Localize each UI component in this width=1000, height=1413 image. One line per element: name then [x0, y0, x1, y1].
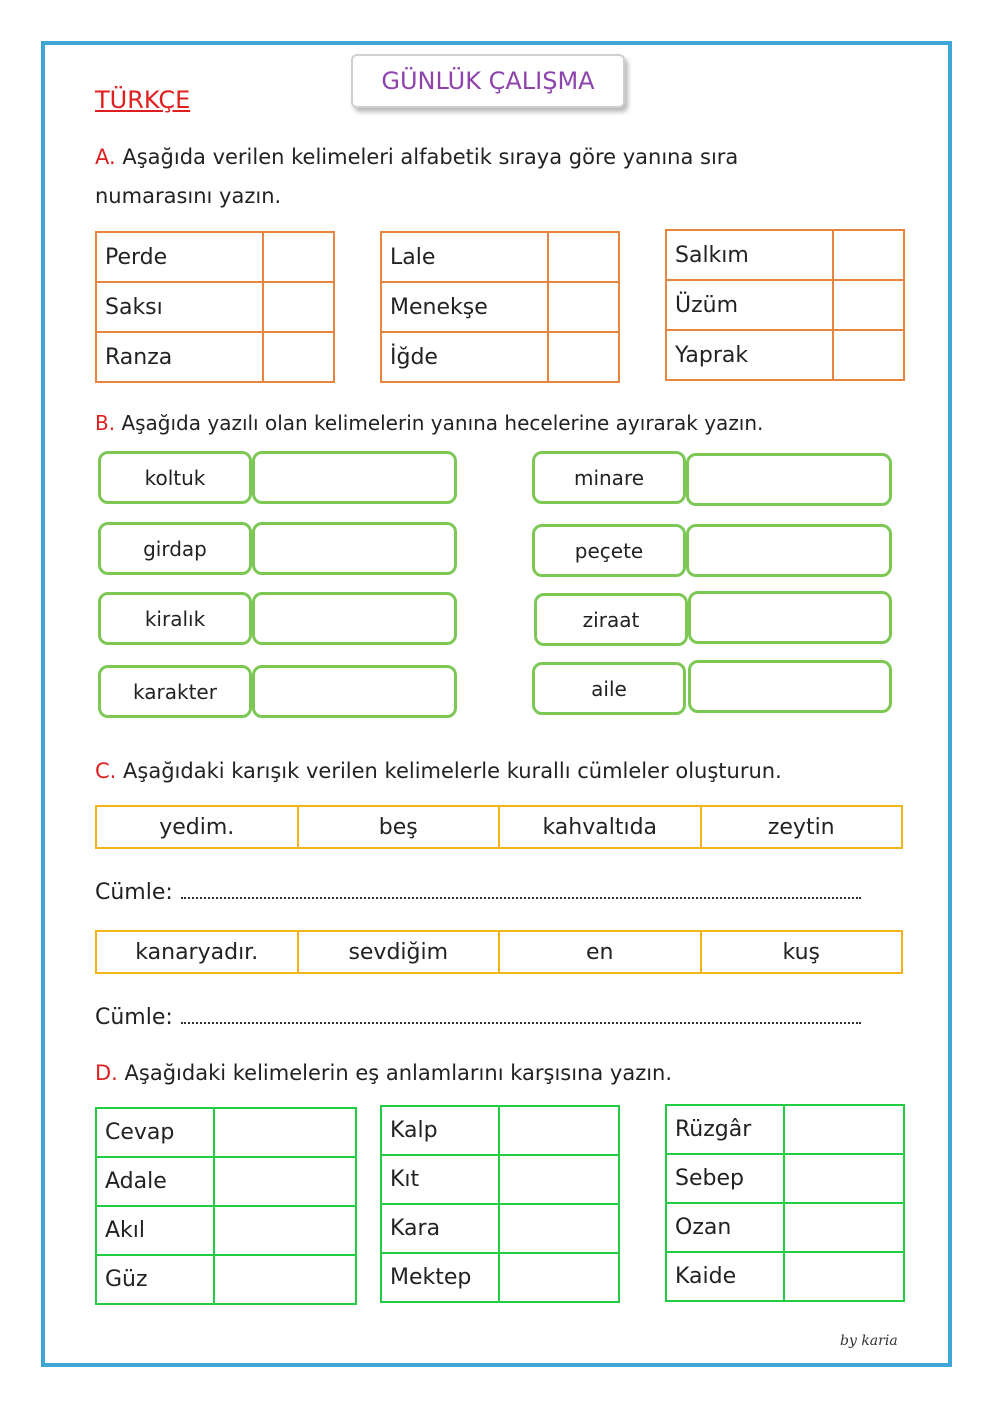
- answer-cell[interactable]: [499, 1253, 619, 1302]
- scrambled-word: en: [499, 931, 701, 973]
- author-credit: by karia: [840, 1333, 898, 1349]
- section-a-table-1: [95, 231, 335, 383]
- section-d-table-2: [380, 1105, 620, 1303]
- answer-cell[interactable]: [214, 1206, 356, 1255]
- page-title: GÜNLÜK ÇALIŞMA: [351, 54, 625, 108]
- answer-cell[interactable]: [784, 1154, 904, 1203]
- answer-cell[interactable]: [833, 330, 904, 380]
- answer-cell[interactable]: [214, 1255, 356, 1304]
- syllable-answer-box[interactable]: [686, 524, 892, 577]
- word-cell: Üzüm: [666, 280, 833, 330]
- section-b-text: Aşağıda yazılı olan kelimelerin yanına hecelerine ayırarak yazın.: [121, 411, 764, 435]
- scrambled-word: kuş: [701, 931, 903, 973]
- section-a-table-3: [665, 229, 905, 381]
- answer-cell[interactable]: [499, 1155, 619, 1204]
- section-b-letter: B.: [95, 411, 116, 435]
- table-row: [666, 330, 904, 380]
- sentence-label: Cümle:: [95, 880, 173, 905]
- syllable-word-koltuk: koltuk: [98, 451, 252, 504]
- answer-cell[interactable]: [548, 332, 619, 382]
- word-cell: Kara: [381, 1204, 499, 1253]
- section-c-instruction: [95, 752, 782, 790]
- sentence-line-2[interactable]: [95, 1005, 875, 1030]
- section-a-letter: A.: [95, 145, 116, 169]
- answer-cell[interactable]: [784, 1105, 904, 1154]
- answer-cell[interactable]: [784, 1252, 904, 1301]
- syllable-answer-box[interactable]: [688, 591, 892, 644]
- section-c-text: Aşağıdaki karışık verilen kelimelerle kurallı cümleler oluşturun.: [123, 759, 782, 783]
- syllable-answer-box[interactable]: [252, 522, 457, 575]
- sentence-line-1[interactable]: [95, 880, 875, 905]
- syllable-word-minare: minare: [532, 451, 686, 504]
- word-cell: Lale: [381, 232, 548, 282]
- scrambled-word: sevdiğim: [298, 931, 500, 973]
- section-a-line2: numarasını yazın.: [95, 184, 282, 208]
- answer-cell[interactable]: [548, 232, 619, 282]
- table-row: [96, 806, 902, 848]
- section-a-table-2: [380, 231, 620, 383]
- word-cell: Mektep: [381, 1253, 499, 1302]
- table-row: [381, 282, 619, 332]
- word-cell: Güz: [96, 1255, 214, 1304]
- word-cell: Kaide: [666, 1252, 784, 1301]
- section-c-letter: C.: [95, 759, 117, 783]
- word-cell: Ranza: [96, 332, 263, 382]
- section-b-instruction: [95, 404, 763, 442]
- answer-cell[interactable]: [499, 1204, 619, 1253]
- syllable-word-karakter: karakter: [98, 665, 252, 718]
- syllable-answer-box[interactable]: [252, 451, 457, 504]
- table-row: [96, 1157, 356, 1206]
- answer-cell[interactable]: [833, 230, 904, 280]
- word-cell: Yaprak: [666, 330, 833, 380]
- table-row: [96, 931, 902, 973]
- scrambled-word: kanaryadır.: [96, 931, 298, 973]
- word-cell: Adale: [96, 1157, 214, 1206]
- subject-heading: TÜRKÇE: [95, 86, 191, 114]
- syllable-word-girdap: girdap: [98, 522, 252, 575]
- answer-cell[interactable]: [263, 282, 334, 332]
- word-cell: Salkım: [666, 230, 833, 280]
- answer-cell[interactable]: [263, 332, 334, 382]
- word-cell: Menekşe: [381, 282, 548, 332]
- word-cell: Kıt: [381, 1155, 499, 1204]
- word-cell: Ozan: [666, 1203, 784, 1252]
- table-row: [666, 230, 904, 280]
- table-row: [666, 280, 904, 330]
- answer-cell[interactable]: [499, 1106, 619, 1155]
- table-row: [96, 282, 334, 332]
- word-cell: Rüzgâr: [666, 1105, 784, 1154]
- syllable-word-ziraat: ziraat: [534, 593, 688, 646]
- sentence-dotted-line[interactable]: [181, 1012, 861, 1024]
- syllable-word-aile: aile: [532, 662, 686, 715]
- table-row: [666, 1105, 904, 1154]
- table-row: [666, 1154, 904, 1203]
- word-cell: Kalp: [381, 1106, 499, 1155]
- syllable-answer-box[interactable]: [252, 592, 457, 645]
- table-row: [96, 332, 334, 382]
- section-d-instruction: [95, 1054, 672, 1092]
- table-row: [96, 1255, 356, 1304]
- scrambled-words-strip-2: [95, 930, 903, 974]
- table-row: [666, 1203, 904, 1252]
- table-row: [96, 1108, 356, 1157]
- answer-cell[interactable]: [548, 282, 619, 332]
- table-row: [381, 1155, 619, 1204]
- sentence-dotted-line[interactable]: [181, 887, 861, 899]
- section-d-text: Aşağıdaki kelimelerin eş anlamlarını karşısına yazın.: [124, 1061, 673, 1085]
- sentence-label: Cümle:: [95, 1005, 173, 1030]
- word-cell: Cevap: [96, 1108, 214, 1157]
- scrambled-word: yedim.: [96, 806, 298, 848]
- table-row: [381, 232, 619, 282]
- section-d-table-3: [665, 1104, 905, 1302]
- word-cell: Sebep: [666, 1154, 784, 1203]
- section-a-instruction: [95, 138, 738, 176]
- table-row: [381, 332, 619, 382]
- table-row: [666, 1252, 904, 1301]
- answer-cell[interactable]: [214, 1108, 356, 1157]
- answer-cell[interactable]: [214, 1157, 356, 1206]
- syllable-word-kiralik: kiralık: [98, 592, 252, 645]
- syllable-word-pecete: peçete: [532, 524, 686, 577]
- word-cell: Saksı: [96, 282, 263, 332]
- section-a-instruction-cont: [95, 177, 281, 215]
- syllable-answer-box[interactable]: [686, 453, 892, 506]
- section-a-line1: Aşağıda verilen kelimeleri alfabetik sıraya göre yanına sıra: [122, 145, 739, 169]
- table-row: [381, 1253, 619, 1302]
- syllable-answer-box[interactable]: [252, 665, 457, 718]
- table-row: [381, 1204, 619, 1253]
- word-cell: Perde: [96, 232, 263, 282]
- scrambled-word: kahvaltıda: [499, 806, 701, 848]
- syllable-answer-box[interactable]: [688, 660, 892, 713]
- answer-cell[interactable]: [263, 232, 334, 282]
- section-d-letter: D.: [95, 1061, 118, 1085]
- word-cell: Akıl: [96, 1206, 214, 1255]
- section-d-table-1: [95, 1107, 357, 1305]
- table-row: [96, 1206, 356, 1255]
- scrambled-word: beş: [298, 806, 500, 848]
- table-row: [96, 232, 334, 282]
- answer-cell[interactable]: [833, 280, 904, 330]
- answer-cell[interactable]: [784, 1203, 904, 1252]
- word-cell: İğde: [381, 332, 548, 382]
- scrambled-word: zeytin: [701, 806, 903, 848]
- table-row: [381, 1106, 619, 1155]
- scrambled-words-strip-1: [95, 805, 903, 849]
